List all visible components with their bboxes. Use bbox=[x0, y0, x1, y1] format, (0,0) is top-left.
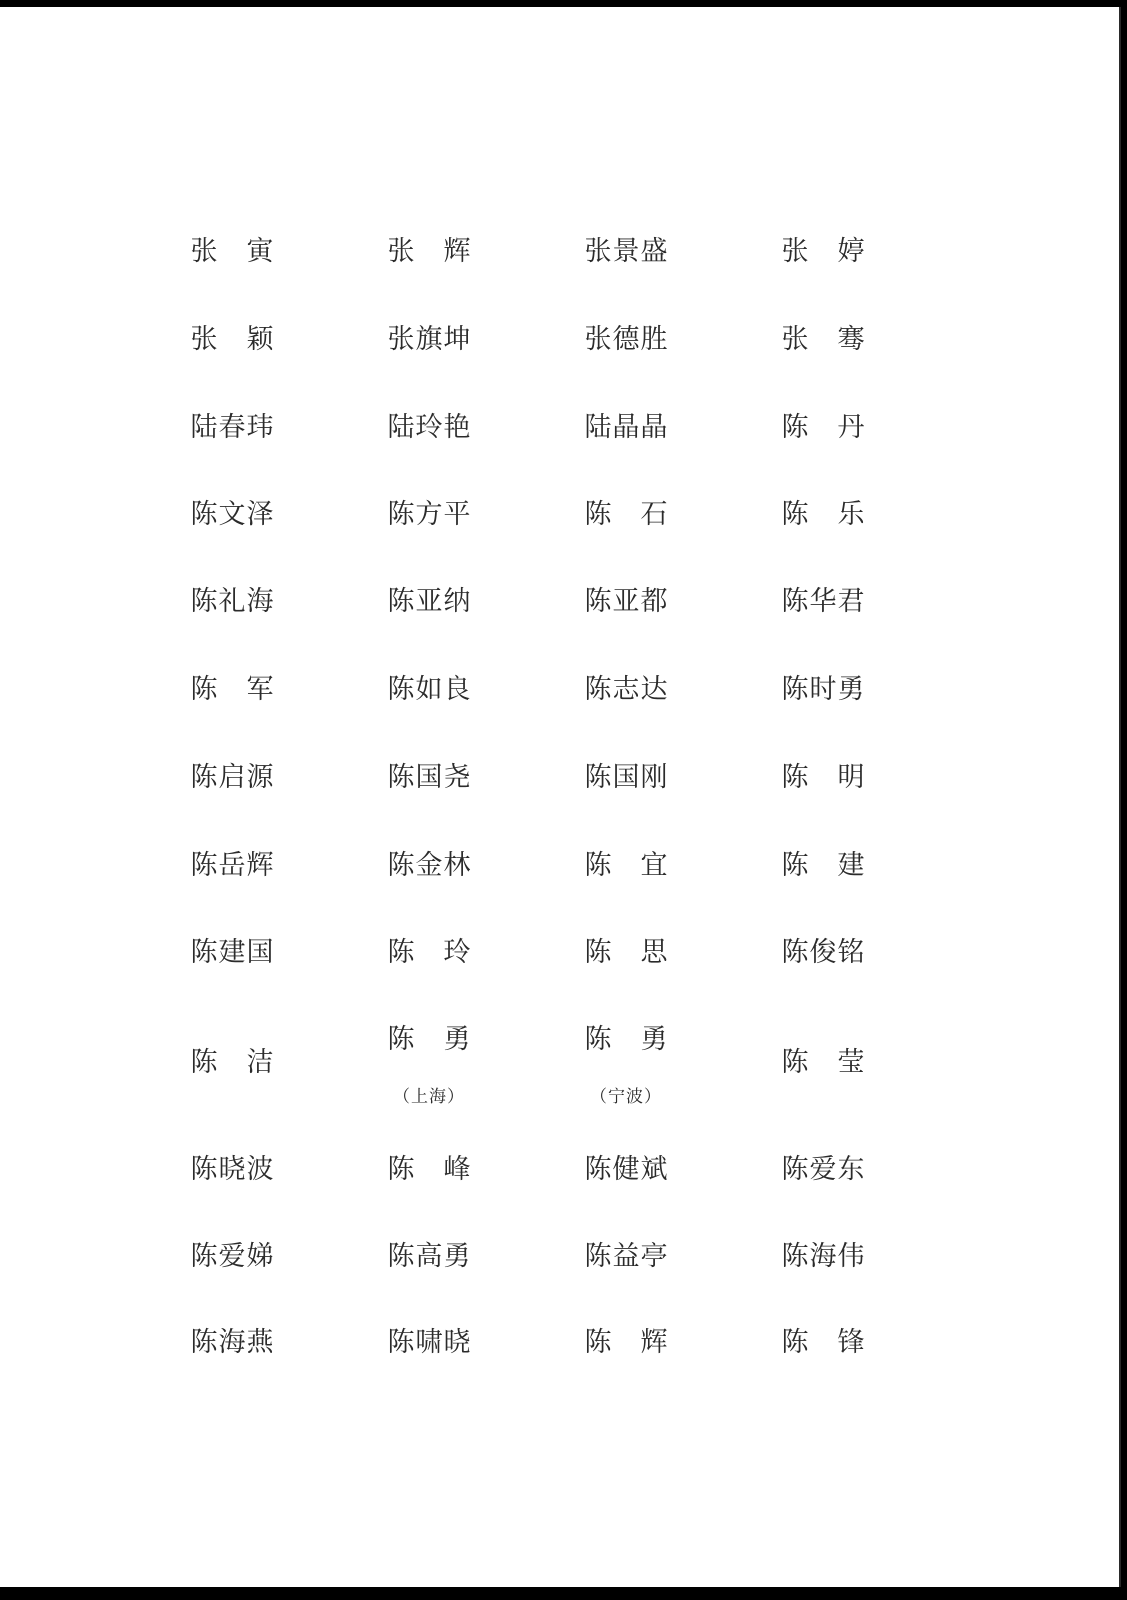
name-char: 陈 bbox=[584, 1241, 612, 1272]
name-char: 晶 bbox=[640, 412, 668, 443]
name-char: 爱 bbox=[809, 1154, 837, 1185]
name-char: 思 bbox=[640, 937, 668, 968]
name-char: 乐 bbox=[837, 499, 865, 530]
name-entry bbox=[584, 582, 674, 622]
name-char: 都 bbox=[640, 586, 668, 617]
name-char: 锋 bbox=[837, 1327, 865, 1358]
name-entry bbox=[190, 232, 280, 272]
name-entry bbox=[781, 1323, 871, 1363]
name-char: 胜 bbox=[640, 324, 668, 355]
name-char: 陈 bbox=[387, 937, 415, 968]
name-char: 波 bbox=[246, 1154, 274, 1185]
name-char: 俊 bbox=[809, 937, 837, 968]
name-char: 亚 bbox=[415, 586, 443, 617]
name-entry bbox=[584, 1020, 674, 1060]
name-entry bbox=[781, 582, 871, 622]
name-entry bbox=[387, 408, 477, 448]
name-char: 尧 bbox=[443, 762, 471, 793]
name-char: 陈 bbox=[190, 1154, 218, 1185]
name-char: 陈 bbox=[584, 762, 612, 793]
name-location-note: （宁波） bbox=[590, 1087, 662, 1107]
name-char: 建 bbox=[218, 937, 246, 968]
name-char: 德 bbox=[612, 324, 640, 355]
name-char: 达 bbox=[640, 674, 668, 705]
name-char: 陈 bbox=[387, 586, 415, 617]
name-entry bbox=[781, 408, 871, 448]
name-char: 陈 bbox=[584, 586, 612, 617]
name-char: 颖 bbox=[246, 324, 274, 355]
name-char: 盛 bbox=[640, 236, 668, 267]
name-entry bbox=[584, 670, 674, 710]
name-entry bbox=[190, 1323, 280, 1363]
name-char: 陈 bbox=[190, 1327, 218, 1358]
name-char: 陈 bbox=[190, 586, 218, 617]
name-char: 春 bbox=[218, 412, 246, 443]
name-char: 峰 bbox=[443, 1154, 471, 1185]
name-char: 辉 bbox=[246, 850, 274, 881]
name-char: 明 bbox=[837, 762, 865, 793]
name-char: 伟 bbox=[837, 1241, 865, 1272]
name-char: 旗 bbox=[415, 324, 443, 355]
name-char: 志 bbox=[612, 674, 640, 705]
name-char: 宜 bbox=[640, 850, 668, 881]
name-char: 勇 bbox=[837, 674, 865, 705]
name-char: 时 bbox=[809, 674, 837, 705]
name-entry bbox=[387, 758, 477, 798]
name-entry bbox=[190, 846, 280, 886]
name-char: 婷 bbox=[837, 236, 865, 267]
name-entry bbox=[584, 758, 674, 798]
name-char: 勇 bbox=[443, 1024, 471, 1055]
name-entry bbox=[190, 582, 280, 622]
name-char: 益 bbox=[612, 1241, 640, 1272]
name-entry bbox=[781, 670, 871, 710]
name-entry bbox=[781, 232, 871, 272]
name-char: 陈 bbox=[190, 1047, 218, 1078]
name-char: 张 bbox=[190, 324, 218, 355]
name-char: 晶 bbox=[612, 412, 640, 443]
name-char: 海 bbox=[246, 586, 274, 617]
name-char: 张 bbox=[781, 324, 809, 355]
name-char: 泽 bbox=[246, 499, 274, 530]
name-char: 张 bbox=[781, 236, 809, 267]
name-entry bbox=[781, 320, 871, 360]
name-char: 陈 bbox=[190, 850, 218, 881]
name-char: 健 bbox=[612, 1154, 640, 1185]
name-entry bbox=[190, 495, 280, 535]
name-entry bbox=[781, 1150, 871, 1190]
name-entry bbox=[584, 495, 674, 535]
name-char: 石 bbox=[640, 499, 668, 530]
name-char: 陈 bbox=[387, 499, 415, 530]
name-entry bbox=[781, 846, 871, 886]
name-char: 陈 bbox=[190, 1241, 218, 1272]
name-char: 良 bbox=[443, 674, 471, 705]
name-char: 刚 bbox=[640, 762, 668, 793]
name-char: 坤 bbox=[443, 324, 471, 355]
name-entry bbox=[584, 1237, 674, 1277]
name-entry bbox=[387, 320, 477, 360]
name-char: 陈 bbox=[781, 1241, 809, 1272]
name-entry bbox=[190, 408, 280, 448]
name-entry bbox=[387, 1323, 477, 1363]
name-entry bbox=[584, 1323, 674, 1363]
name-char: 启 bbox=[218, 762, 246, 793]
name-char: 莹 bbox=[837, 1047, 865, 1078]
name-char: 高 bbox=[415, 1241, 443, 1272]
name-char: 寅 bbox=[246, 236, 274, 267]
name-entry bbox=[387, 670, 477, 710]
name-char: 陈 bbox=[781, 499, 809, 530]
name-entry bbox=[781, 1237, 871, 1277]
name-char: 海 bbox=[809, 1241, 837, 1272]
name-entry bbox=[584, 320, 674, 360]
name-char: 晓 bbox=[443, 1327, 471, 1358]
name-entry bbox=[584, 1150, 674, 1190]
name-entry bbox=[387, 1150, 477, 1190]
name-char: 陈 bbox=[781, 762, 809, 793]
name-char: 勇 bbox=[640, 1024, 668, 1055]
name-entry bbox=[190, 1043, 280, 1083]
name-char: 陈 bbox=[190, 762, 218, 793]
name-char: 陆 bbox=[584, 412, 612, 443]
name-entry bbox=[190, 933, 280, 973]
name-char: 玲 bbox=[443, 937, 471, 968]
name-char: 陆 bbox=[387, 412, 415, 443]
name-entry bbox=[190, 1150, 280, 1190]
name-char: 骞 bbox=[837, 324, 865, 355]
name-char: 陈 bbox=[781, 937, 809, 968]
name-char: 陈 bbox=[584, 1154, 612, 1185]
name-char: 陆 bbox=[190, 412, 218, 443]
name-char: 勇 bbox=[443, 1241, 471, 1272]
name-char: 爱 bbox=[218, 1241, 246, 1272]
name-entry bbox=[387, 846, 477, 886]
name-char: 陈 bbox=[584, 850, 612, 881]
name-char: 陈 bbox=[781, 1047, 809, 1078]
name-entry bbox=[387, 1237, 477, 1277]
name-char: 玲 bbox=[415, 412, 443, 443]
name-char: 林 bbox=[443, 850, 471, 881]
name-char: 文 bbox=[218, 499, 246, 530]
name-char: 张 bbox=[584, 236, 612, 267]
name-char: 陈 bbox=[781, 586, 809, 617]
name-char: 国 bbox=[246, 937, 274, 968]
name-char: 景 bbox=[612, 236, 640, 267]
name-entry bbox=[584, 232, 674, 272]
name-entry bbox=[584, 408, 674, 448]
name-char: 国 bbox=[612, 762, 640, 793]
name-char: 如 bbox=[415, 674, 443, 705]
name-entry bbox=[584, 846, 674, 886]
name-char: 陈 bbox=[781, 674, 809, 705]
name-char: 铭 bbox=[837, 937, 865, 968]
name-char: 源 bbox=[246, 762, 274, 793]
name-char: 洁 bbox=[246, 1047, 274, 1078]
name-char: 东 bbox=[837, 1154, 865, 1185]
name-char: 陈 bbox=[190, 499, 218, 530]
name-char: 玮 bbox=[246, 412, 274, 443]
name-entry bbox=[781, 758, 871, 798]
name-char: 陈 bbox=[584, 674, 612, 705]
name-char: 张 bbox=[387, 324, 415, 355]
name-entry bbox=[781, 495, 871, 535]
name-list-grid bbox=[0, 7, 1119, 1587]
name-char: 陈 bbox=[387, 1327, 415, 1358]
name-char: 亚 bbox=[612, 586, 640, 617]
document-page bbox=[0, 7, 1121, 1587]
name-entry bbox=[387, 582, 477, 622]
name-entry bbox=[584, 933, 674, 973]
name-char: 纳 bbox=[443, 586, 471, 617]
name-char: 陈 bbox=[387, 1154, 415, 1185]
name-char: 燕 bbox=[246, 1327, 274, 1358]
name-char: 陈 bbox=[190, 674, 218, 705]
name-char: 陈 bbox=[781, 850, 809, 881]
name-char: 建 bbox=[837, 850, 865, 881]
name-entry bbox=[781, 1043, 871, 1083]
name-entry bbox=[190, 1237, 280, 1277]
name-char: 海 bbox=[218, 1327, 246, 1358]
name-char: 啸 bbox=[415, 1327, 443, 1358]
name-entry bbox=[190, 758, 280, 798]
name-char: 陈 bbox=[387, 1024, 415, 1055]
name-char: 陈 bbox=[584, 1024, 612, 1055]
name-char: 陈 bbox=[781, 1154, 809, 1185]
name-char: 陈 bbox=[387, 850, 415, 881]
name-char: 陈 bbox=[584, 937, 612, 968]
name-char: 陈 bbox=[781, 1327, 809, 1358]
name-char: 华 bbox=[809, 586, 837, 617]
name-char: 军 bbox=[246, 674, 274, 705]
name-char: 张 bbox=[387, 236, 415, 267]
name-char: 张 bbox=[584, 324, 612, 355]
name-entry bbox=[190, 670, 280, 710]
name-entry bbox=[387, 1020, 477, 1060]
name-entry bbox=[387, 933, 477, 973]
name-char: 陈 bbox=[387, 762, 415, 793]
name-char: 艳 bbox=[443, 412, 471, 443]
name-char: 斌 bbox=[640, 1154, 668, 1185]
name-char: 陈 bbox=[584, 1327, 612, 1358]
name-char: 丹 bbox=[837, 412, 865, 443]
name-char: 金 bbox=[415, 850, 443, 881]
name-entry bbox=[781, 933, 871, 973]
name-char: 陈 bbox=[781, 412, 809, 443]
name-char: 岳 bbox=[218, 850, 246, 881]
name-char: 张 bbox=[190, 236, 218, 267]
name-char: 辉 bbox=[640, 1327, 668, 1358]
name-char: 亭 bbox=[640, 1241, 668, 1272]
name-char: 方 bbox=[415, 499, 443, 530]
name-entry bbox=[387, 495, 477, 535]
name-char: 国 bbox=[415, 762, 443, 793]
name-char: 陈 bbox=[190, 937, 218, 968]
name-char: 陈 bbox=[584, 499, 612, 530]
name-entry bbox=[387, 232, 477, 272]
name-char: 辉 bbox=[443, 236, 471, 267]
name-char: 礼 bbox=[218, 586, 246, 617]
name-char: 平 bbox=[443, 499, 471, 530]
name-char: 晓 bbox=[218, 1154, 246, 1185]
name-entry bbox=[190, 320, 280, 360]
name-location-note: （上海） bbox=[393, 1087, 465, 1107]
name-char: 陈 bbox=[387, 674, 415, 705]
name-char: 陈 bbox=[387, 1241, 415, 1272]
name-char: 娣 bbox=[246, 1241, 274, 1272]
name-char: 君 bbox=[837, 586, 865, 617]
